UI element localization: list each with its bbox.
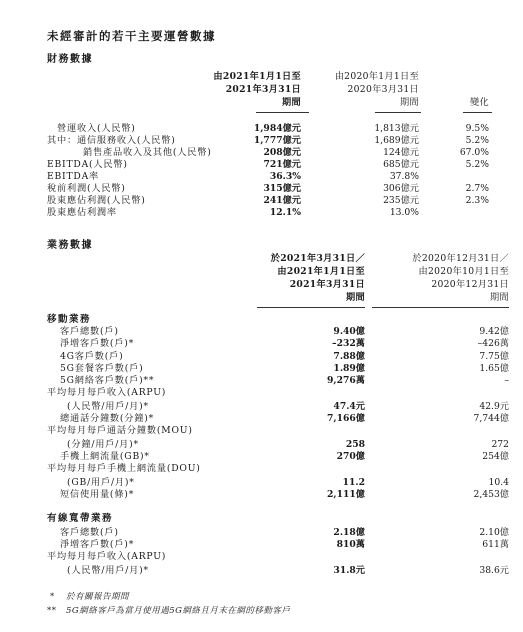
bus-col-current-line1: 於2021年3月31日／ xyxy=(270,253,365,264)
broadband-row-label: 客戶總數(戶) xyxy=(60,527,119,538)
broadband-row-current: 810萬 xyxy=(336,539,365,550)
mobile-row-label: (GB/用戶/月)* xyxy=(67,477,135,488)
footnote-mark-2: ** xyxy=(47,606,57,616)
fin-row-label: 營運收入(人民幣) xyxy=(57,123,136,134)
fin-row-change: 2.7% xyxy=(465,183,489,194)
fin-row-label: EBITDA(人民幣) xyxy=(47,159,128,170)
fin-row-label: 銷售產品收入及其他(人民幣) xyxy=(83,147,212,158)
mobile-row-label: 平均每月每戶手機上網流量(DOU) xyxy=(47,463,201,474)
fin-row-prior: 124億元 xyxy=(383,147,419,158)
mobile-row-label: 5G套餐客戶數(戶) xyxy=(60,363,144,374)
financial-section-heading: 財務數據 xyxy=(47,54,93,65)
mobile-row-current: 7,166億 xyxy=(327,413,365,424)
mobile-row-current: 47.4元 xyxy=(333,401,365,412)
bus-col-prior-line1: 於2020年12月31日／ xyxy=(412,253,509,264)
fin-col-prior-line2: 2020年3月31日 xyxy=(347,84,419,95)
mobile-row-prior: 272 xyxy=(491,439,509,450)
bus-prior-underline xyxy=(372,307,509,308)
fin-row-change: 2.3% xyxy=(465,195,489,206)
fin-row-prior: 235億元 xyxy=(383,195,419,206)
fin-change-underline xyxy=(463,112,492,113)
mobile-row-prior: 10.4 xyxy=(488,477,509,488)
fin-row-current: 1,777億元 xyxy=(253,135,301,146)
mobile-row-label: 平均每月每戶通話分鐘數(MOU) xyxy=(47,425,193,436)
fin-col-prior-line3: 期間 xyxy=(400,97,419,108)
fin-row-change: 5.2% xyxy=(465,135,489,146)
fin-row-current: 721億元 xyxy=(263,159,301,170)
mobile-row-prior: 254億 xyxy=(482,451,509,462)
mobile-row-current: 11.2 xyxy=(342,477,365,488)
mobile-row-current: 7.88億 xyxy=(333,351,365,362)
fin-row-current: 315億元 xyxy=(263,183,301,194)
fin-current-underline xyxy=(256,112,309,113)
mobile-row-label: (分鐘/用戶/月)* xyxy=(67,439,139,450)
fin-row-prior: 37.8% xyxy=(389,171,419,182)
mobile-row-label: 平均每月每戶收入(ARPU) xyxy=(47,387,167,398)
fin-row-current: 208億元 xyxy=(263,147,301,158)
fin-row-current: 1,984億元 xyxy=(253,123,301,134)
bus-col-prior-line2: 由2020年10月1日至 xyxy=(418,266,509,277)
footnote-mark-1: * xyxy=(50,592,55,602)
mobile-row-current: 9,276萬 xyxy=(327,375,365,386)
broadband-row-label: 平均每月每戶收入(ARPU) xyxy=(47,551,167,562)
fin-row-label: 稅前利潤(人民幣) xyxy=(47,183,126,194)
fin-row-prior: 685億元 xyxy=(383,159,419,170)
fin-row-label: EBITDA率 xyxy=(47,171,100,182)
fin-row-change: 5.2% xyxy=(465,159,489,170)
mobile-row-current: 258 xyxy=(345,439,365,450)
mobile-row-label: 淨增客戶數(戶)* xyxy=(60,338,135,349)
mobile-row-prior: 42.9元 xyxy=(479,401,509,412)
page-title: 未經審計的若干主要運營數據 xyxy=(47,29,216,43)
fin-row-label: 股東應佔利潤率 xyxy=(47,207,117,218)
bus-current-underline xyxy=(257,307,365,308)
mobile-row-prior: 9.42億 xyxy=(479,326,509,337)
mobile-row-prior: 7.75億 xyxy=(479,351,509,362)
mobile-row-current: –232萬 xyxy=(332,338,365,349)
mobile-row-current: 2,111億 xyxy=(327,489,365,500)
fin-row-current: 36.3% xyxy=(269,171,301,182)
broadband-subsection-heading: 有線寬帶業務 xyxy=(47,513,114,524)
fin-col-current-line2: 2021年3月31日 xyxy=(225,84,301,95)
bus-col-current-line4: 期間 xyxy=(346,292,365,303)
business-section-heading: 業務數據 xyxy=(47,240,93,251)
broadband-row-current: 2.18億 xyxy=(333,527,365,538)
footnote-text-2: 5G網絡客戶為當月使用過5G網絡且月末在網的移動客戶 xyxy=(66,606,291,616)
fin-row-prior: 13.0% xyxy=(389,207,419,218)
broadband-row-label: 淨增客戶數(戶)* xyxy=(60,539,135,550)
fin-row-prior: 306億元 xyxy=(383,183,419,194)
broadband-row-label: (人民幣/用戶/月)* xyxy=(67,565,149,576)
mobile-row-label: 手機上網流量(GB)* xyxy=(60,451,150,462)
mobile-row-label: (人民幣/用戶/月)* xyxy=(67,401,149,412)
fin-row-label: 股東應佔利潤(人民幣) xyxy=(47,195,146,206)
fin-col-current-line1: 由2021年1月1日至 xyxy=(213,71,301,82)
mobile-row-current: 270億 xyxy=(336,451,365,462)
mobile-row-prior: 7,744億 xyxy=(473,413,509,424)
bus-col-prior-line3: 2020年12月31日 xyxy=(431,279,509,290)
fin-row-prior: 1,689億元 xyxy=(374,135,419,146)
mobile-row-label: 4G客戶數(戶) xyxy=(60,351,124,362)
mobile-row-label: 短信使用量(條)* xyxy=(60,489,135,500)
fin-prior-underline xyxy=(375,112,421,113)
mobile-subsection-heading: 移動業務 xyxy=(47,314,92,325)
fin-row-current: 12.1% xyxy=(269,207,301,218)
bus-col-current-line3: 2021年3月31日 xyxy=(289,279,365,290)
fin-col-current-line3: 期間 xyxy=(282,97,301,108)
broadband-row-prior: 2.10億 xyxy=(479,527,509,538)
fin-row-current: 241億元 xyxy=(263,195,301,206)
mobile-row-current: 9.40億 xyxy=(333,326,365,337)
mobile-row-label: 總通話分鐘數(分鐘)* xyxy=(60,413,155,424)
mobile-row-prior: 1.65億 xyxy=(479,363,509,374)
fin-col-change: 變化 xyxy=(470,97,489,108)
mobile-row-prior: – xyxy=(504,375,509,386)
bus-col-current-line2: 由2021年1月1日至 xyxy=(277,266,365,277)
broadband-row-current: 31.8元 xyxy=(333,565,365,576)
mobile-row-label: 客戶總數(戶) xyxy=(60,326,119,337)
broadband-row-prior: 38.6元 xyxy=(479,565,509,576)
fin-col-prior-line1: 由2020年1月1日至 xyxy=(334,71,419,82)
mobile-row-prior: –426萬 xyxy=(477,338,509,349)
footnote-text-1: 於有關報告期間 xyxy=(66,592,130,602)
mobile-row-current: 1.89億 xyxy=(333,363,365,374)
fin-row-change: 67.0% xyxy=(459,147,489,158)
mobile-row-prior: 2,453億 xyxy=(473,489,509,500)
fin-row-prior: 1,813億元 xyxy=(374,123,419,134)
broadband-row-prior: 611萬 xyxy=(482,539,509,550)
bus-col-prior-line4: 期間 xyxy=(490,292,509,303)
fin-row-change: 9.5% xyxy=(465,123,489,134)
mobile-row-label: 5G網絡客戶數(戶)** xyxy=(60,375,155,386)
fin-row-label: 其中：通信服務收入(人民幣) xyxy=(47,135,176,146)
